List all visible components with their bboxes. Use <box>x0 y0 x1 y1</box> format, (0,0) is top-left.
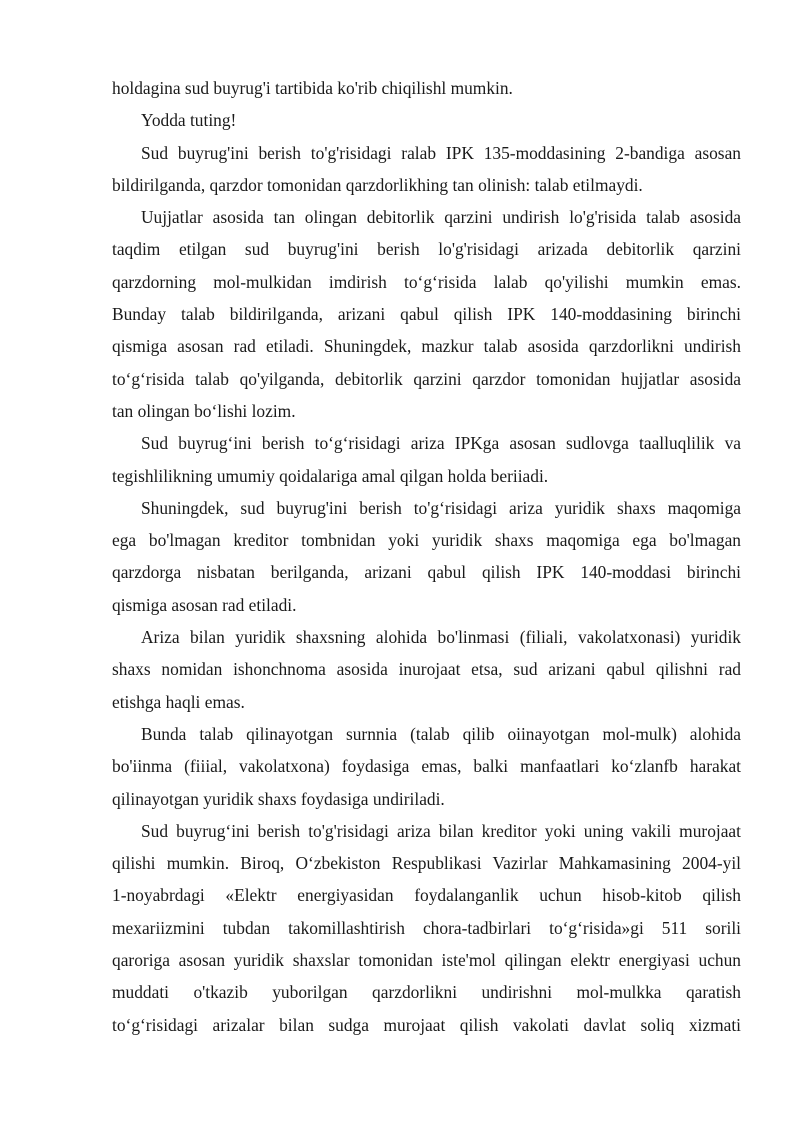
text-line: to‘g‘risida talab qo'yilganda, debitorlik qarzini qarzdor tomonidan hujjatlar asosida <box>112 368 741 389</box>
text-line: Uujjatlar asosida tan olingan debitorlik qarzini undirish lo'g'risida talab asosida <box>141 207 741 228</box>
text-line: tan olingan bo‘lishi lozim. <box>112 400 296 421</box>
text-line: etishga haqli emas. <box>112 691 245 712</box>
paragraph <box>112 718 741 815</box>
text-line: ega bo'lmagan kreditor tombnidan yoki yuridik shaxs maqomiga ega bo'lmagan <box>112 530 741 551</box>
paragraph <box>112 72 741 104</box>
text-line: qilinayotgan yuridik shaxs foydasiga undiriladi. <box>112 788 445 809</box>
text-line: holdagina sud buyrug'i tartibida ko'rib chiqilishl mumkin. <box>112 78 513 98</box>
text-line: bildirilganda, qarzdor tomonidan qarzdorlikhing tan olinish: talab etilmaydi. <box>112 174 643 195</box>
text-line: to‘g‘risidagi arizalar bilan sudga murojaat qilish vakolati davlat soliq xizmati <box>112 1014 741 1035</box>
text-line: Ariza bilan yuridik shaxsning alohida bo'linmasi (filiali, vakolatxonasi) yuridik <box>141 627 741 648</box>
paragraph <box>112 201 741 427</box>
text-line: qismiga asosan rad etiladi. <box>112 594 297 615</box>
text-line: qilishi mumkin. Biroq, O‘zbekiston Respublikasi Vazirlar Mahkamasining 2004-yil <box>112 853 741 874</box>
text-line: tegishlilikning umumiy qoidalariga amal qilgan holda beriiadi. <box>112 465 549 486</box>
paragraph <box>112 621 741 718</box>
paragraph <box>112 104 741 136</box>
text-line: Bunday talab bildirilganda, arizani qabul qilish IPK 140-moddasining birinchi <box>112 304 741 325</box>
text-line: qaroriga asosan yuridik shaxslar tomonidan iste'mol qilingan elektr energiyasi uchun <box>112 950 741 971</box>
paragraph <box>112 492 741 621</box>
text-line: bo'iinma (fiiial, vakolatxona) foydasiga emas, balki manfaatlari ko‘zlanfb harakat <box>112 756 741 777</box>
text-line: qarzdorning mol-mulkidan imdirish to‘g‘risida lalab qo'yilishi mumkin emas. <box>112 271 741 292</box>
text-line: taqdim etilgan sud buyrug'ini berish lo'g'risidagi arizada debitorlik qarzini <box>112 239 741 260</box>
text-line: qarzdorga nisbatan berilganda, arizani qabul qilish IPK 140-moddasi birinchi <box>112 562 741 583</box>
text-line: Sud buyrug‘ini berish to'g'risidagi ariza bilan kreditor yoki uning vakili murojaat <box>141 820 741 841</box>
text-line: 1-noyabrdagi «Elektr energiyasidan foydalanganlik uchun hisob-kitob qilish <box>112 885 741 906</box>
text-line: Bunda talab qilinayotgan surnnia (talab qilib oiinayotgan mol-mulk) alohida <box>141 723 741 744</box>
text-line: Sud buyrug'ini berish to'g'risidagi ralab IPK 135-moddasining 2-bandiga asosan <box>141 142 741 163</box>
text-line: mexariizmini tubdan takomillashtirish chora-tadbirlari to‘g‘risida»gi 511 sorili <box>112 917 741 938</box>
text-line: muddati o'tkazib yuborilgan qarzdorlikni undirishni mol-mulkka qaratish <box>112 982 741 1003</box>
document-page <box>112 72 741 1041</box>
text-line: Yodda tuting! <box>141 110 237 131</box>
text-line: shaxs nomidan ishonchnoma asosida inurojaat etsa, sud arizani qabul qilishni rad <box>112 659 741 680</box>
text-line: Sud buyrug‘ini berish to‘g‘risidagi ariza IPKga asosan sudlovga taalluqlilik va <box>141 433 741 454</box>
paragraph <box>112 815 741 1041</box>
paragraph <box>112 427 741 492</box>
paragraph <box>112 137 741 202</box>
text-line: qismiga asosan rad etiladi. Shuningdek, mazkur talab asosida qarzdorlikni undirish <box>112 336 741 357</box>
text-line: Shuningdek, sud buyrug'ini berish to'g‘risidagi ariza yuridik shaxs maqomiga <box>141 497 741 518</box>
